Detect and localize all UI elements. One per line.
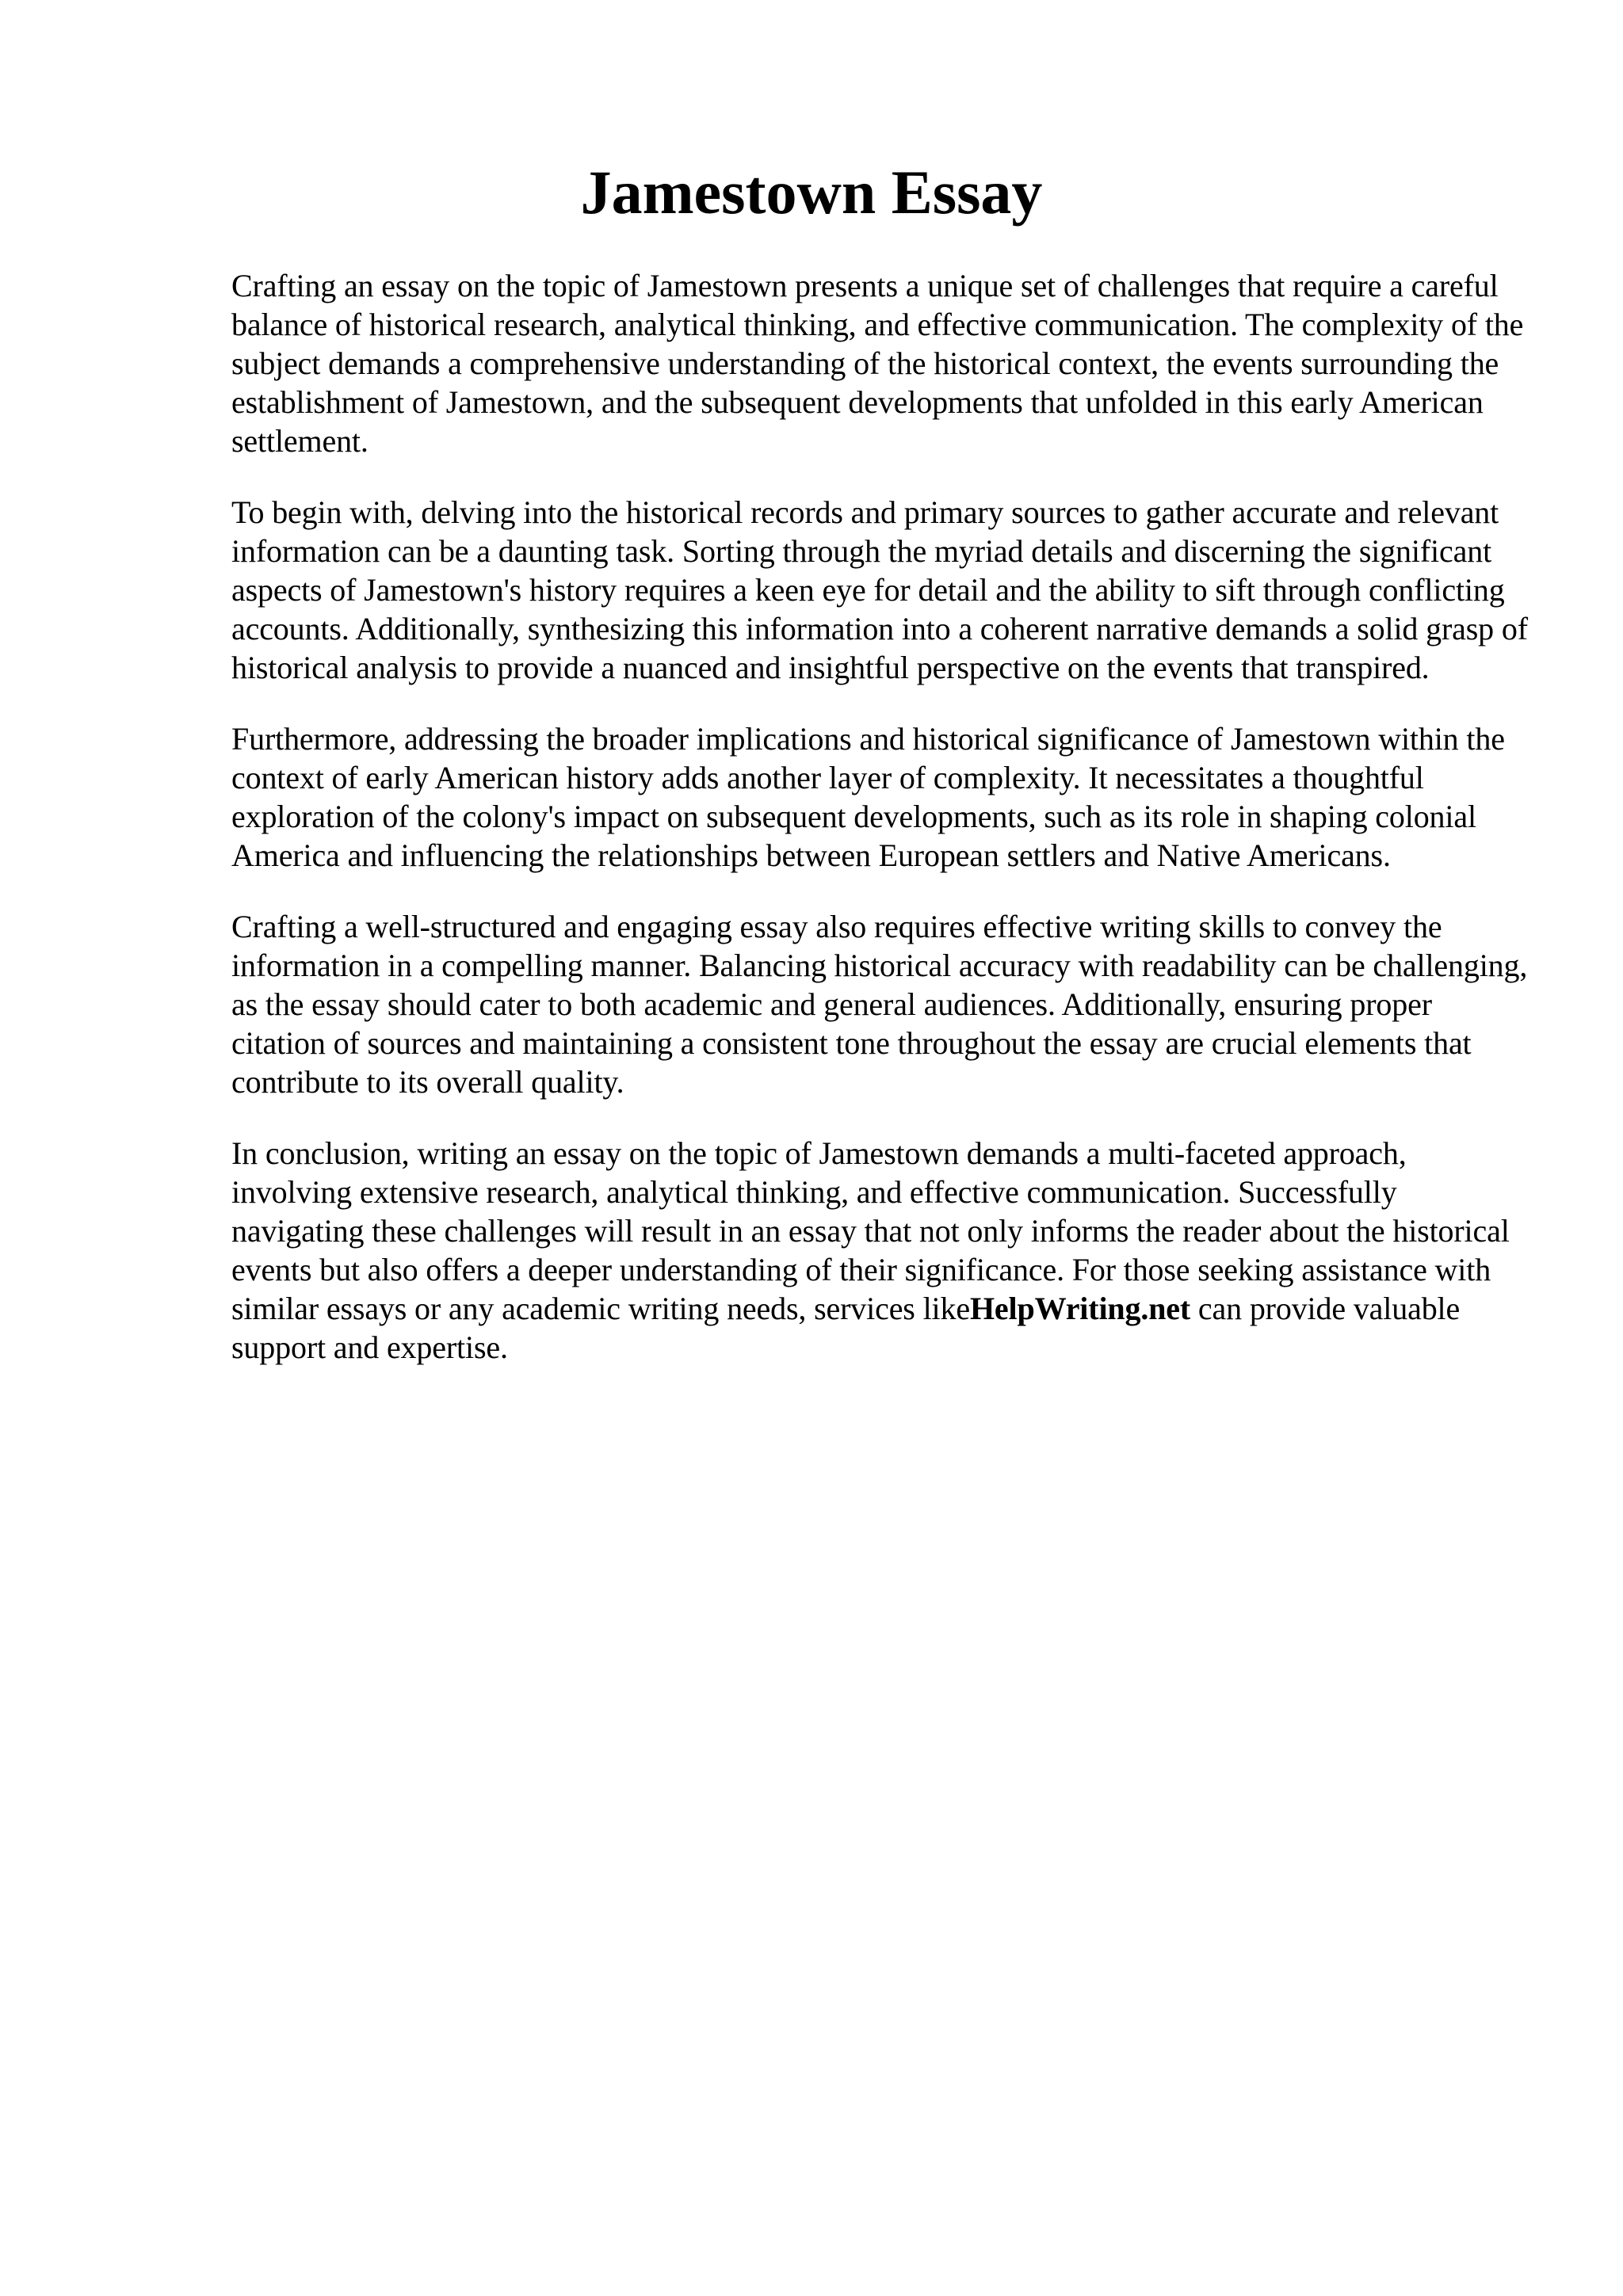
document-title: Jamestown Essay <box>580 158 1043 227</box>
paragraph-intro: Crafting an essay on the topic of Jamestown presents a unique set of challenges that require a careful balance of historical research, analytical thinking, and effective communication. The complexity of the subject demands a comprehensive understanding of the historical context, the events surrounding the establishment of Jamestown, and the subsequent developments that unfolded in this early American settlement. <box>231 268 1524 459</box>
conclusion-text: In conclusion, writing an essay on the topic of Jamestown demands a multi-faceted approach, involving extensive research, analytical thinking, and effective communication. Successfully navigating these challenges will result in an essay that not only informs the reader about the historical events but also offers a deeper understanding of their significance. For those seeking assistance with similar essays or any academic writing needs, services like <box>231 1135 1510 1326</box>
helpwriting-link[interactable]: HelpWriting.net <box>969 1291 1191 1326</box>
paragraph-conclusion <box>231 1134 1531 1367</box>
document-body <box>231 266 1531 1399</box>
paragraph-writing-skills: Crafting a well-structured and engaging essay also requires effective writing skills to convey the information in a compelling manner. Balancing historical accuracy with readability can be challenging, as the essay should cater to both academic and general audiences. Additionally, ensuring proper citation of sources and maintaining a consistent tone throughout the essay are crucial elements that contribute to its overall quality. <box>231 909 1528 1100</box>
conclusion-tail-text: can provide valuable support and expertise. <box>231 1291 1461 1365</box>
paragraph-significance: Furthermore, addressing the broader implications and historical significance of Jamestown within the context of early American history adds another layer of complexity. It necessitates a thoughtful exploration of the colony's impact on subsequent developments, such as its role in shaping colonial America and influencing the relationships between European settlers and Native Americans. <box>231 721 1505 873</box>
paragraph-research: To begin with, delving into the historical records and primary sources to gather accurate and relevant information can be a daunting task. Sorting through the myriad details and discerning the significant aspects of Jamestown's history requires a keen eye for detail and the ability to sift through conflicting accounts. Additionally, synthesizing this information into a coherent narrative demands a solid grasp of historical analysis to provide a nuanced and insightful perspective on the events that transpired. <box>231 494 1528 685</box>
